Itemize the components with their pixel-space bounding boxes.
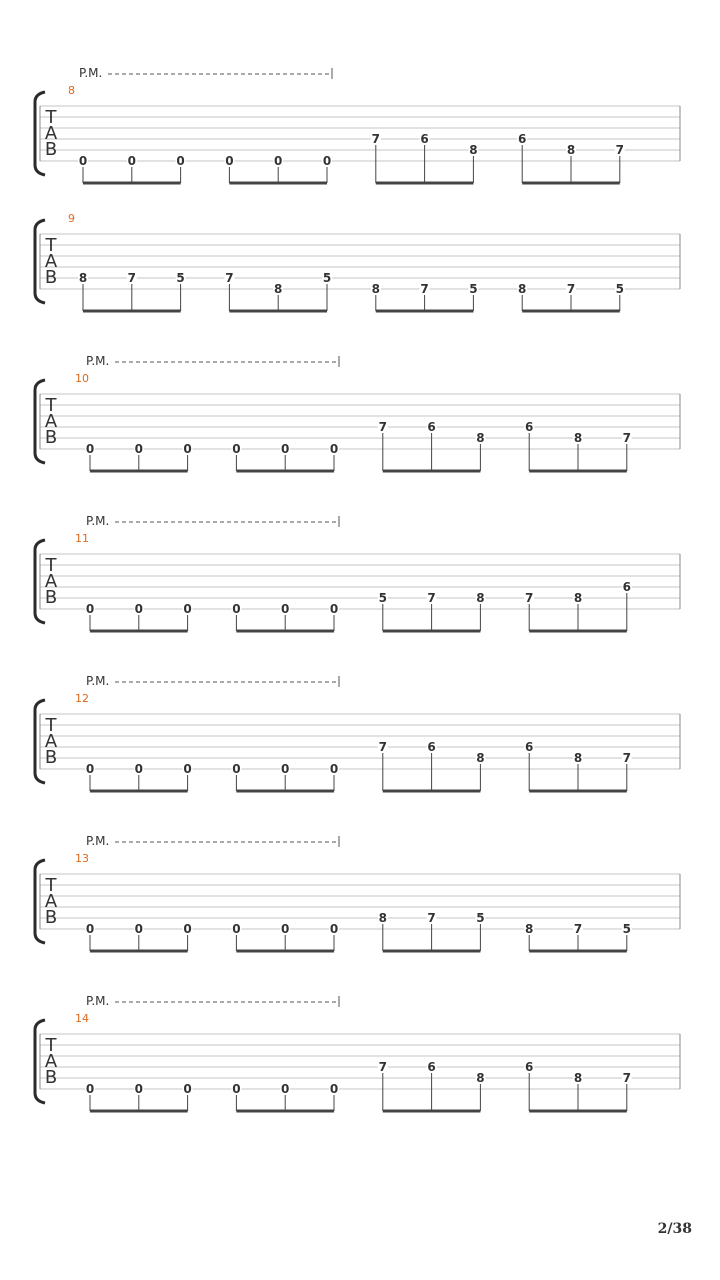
fret-number: 8 [378, 911, 387, 925]
fret-number: 0 [281, 922, 290, 936]
tab-clef-letter: B [44, 587, 58, 608]
fret-number: 7 [573, 922, 583, 936]
fret-number: 7 [615, 143, 624, 157]
tab-clef-letter: B [44, 1067, 58, 1088]
fret-number: 0 [232, 1082, 241, 1096]
fret-number: 0 [183, 602, 192, 616]
palm-mute-label: P.M. [86, 834, 110, 848]
measure-number: 12 [75, 692, 89, 705]
fret-number: 0 [134, 1082, 143, 1096]
measure-number: 9 [68, 212, 75, 225]
fret-number: 0 [85, 1082, 95, 1096]
tab-clef-letter: T [45, 715, 57, 736]
fret-number: 0 [85, 602, 95, 616]
tab-clef-letter: A [44, 123, 58, 144]
fret-number: 8 [525, 922, 534, 936]
fret-number: 5 [322, 271, 332, 285]
fret-number: 5 [615, 282, 624, 296]
fret-number: 8 [573, 751, 583, 765]
tab-clef-letter: A [44, 1051, 58, 1072]
fret-number: 0 [183, 762, 192, 776]
tab-clef-letter: T [45, 107, 57, 128]
fret-number: 8 [476, 591, 485, 605]
fret-number: 0 [274, 154, 283, 168]
fret-number: 0 [329, 762, 339, 776]
fret-number: 8 [573, 591, 583, 605]
tab-clef-letter: A [44, 731, 58, 752]
fret-number: 0 [134, 602, 143, 616]
fret-number: 8 [476, 1071, 485, 1085]
fret-number: 0 [232, 602, 241, 616]
fret-number: 7 [566, 282, 576, 296]
fret-number: 8 [566, 143, 576, 157]
fret-number: 0 [85, 762, 95, 776]
fret-number: 0 [232, 442, 241, 456]
fret-number: 7 [427, 911, 436, 925]
tab-clef-letter: A [44, 411, 58, 432]
fret-number: 7 [378, 740, 387, 754]
fret-number: 5 [469, 282, 478, 296]
fret-number: 0 [127, 154, 136, 168]
fret-number: 8 [371, 282, 380, 296]
palm-mute-label: P.M. [79, 66, 103, 80]
measure-number: 10 [75, 372, 89, 385]
fret-number: 0 [232, 922, 241, 936]
fret-number: 7 [427, 591, 436, 605]
fret-number: 0 [329, 602, 339, 616]
fret-number: 8 [573, 431, 583, 445]
fret-number: 7 [622, 431, 631, 445]
palm-mute-label: P.M. [86, 674, 110, 688]
fret-number: 8 [476, 431, 485, 445]
tab-clef-letter: A [44, 251, 58, 272]
fret-number: 0 [134, 442, 143, 456]
fret-number: 7 [420, 282, 429, 296]
tab-clef-letter: B [44, 267, 58, 288]
fret-number: 5 [176, 271, 185, 285]
fret-number: 0 [183, 922, 192, 936]
fret-number: 6 [427, 420, 436, 434]
tab-clef-letter: A [44, 891, 58, 912]
fret-number: 5 [378, 591, 387, 605]
tab-clef-letter: B [44, 139, 58, 160]
fret-number: 8 [476, 751, 485, 765]
fret-number: 0 [225, 154, 234, 168]
fret-number: 6 [518, 132, 527, 146]
tab-clef-letter: T [45, 235, 57, 256]
fret-number: 6 [622, 580, 631, 594]
fret-number: 6 [427, 1060, 436, 1074]
page-number: 2/38 [657, 1221, 692, 1237]
measure-number: 13 [75, 852, 89, 865]
measure-number: 8 [68, 84, 75, 97]
fret-number: 0 [134, 762, 143, 776]
fret-number: 7 [371, 132, 380, 146]
fret-number: 0 [281, 602, 290, 616]
fret-number: 7 [127, 271, 136, 285]
fret-number: 0 [85, 922, 95, 936]
fret-number: 6 [420, 132, 429, 146]
fret-number: 0 [329, 442, 339, 456]
fret-number: 0 [176, 154, 185, 168]
tab-clef-letter: T [45, 1035, 57, 1056]
fret-number: 8 [469, 143, 478, 157]
fret-number: 0 [85, 442, 95, 456]
fret-number: 8 [78, 271, 88, 285]
tab-clef-letter: B [44, 907, 58, 928]
fret-number: 6 [525, 740, 534, 754]
fret-number: 0 [134, 922, 143, 936]
fret-number: 7 [622, 1071, 631, 1085]
fret-number: 7 [378, 1060, 387, 1074]
fret-number: 6 [525, 1060, 534, 1074]
fret-number: 0 [183, 442, 192, 456]
fret-number: 7 [225, 271, 234, 285]
fret-number: 6 [427, 740, 436, 754]
fret-number: 0 [78, 154, 88, 168]
palm-mute-label: P.M. [86, 994, 110, 1008]
fret-number: 6 [525, 420, 534, 434]
fret-number: 7 [525, 591, 534, 605]
fret-number: 0 [322, 154, 332, 168]
tab-clef-letter: T [45, 395, 57, 416]
fret-number: 0 [281, 1082, 290, 1096]
palm-mute-label: P.M. [86, 354, 110, 368]
fret-number: 0 [232, 762, 241, 776]
fret-number: 0 [281, 442, 290, 456]
fret-number: 5 [476, 911, 485, 925]
fret-number: 0 [183, 1082, 192, 1096]
fret-number: 8 [274, 282, 283, 296]
tab-clef-letter: A [44, 571, 58, 592]
tab-clef-letter: T [45, 555, 57, 576]
measure-number: 14 [75, 1012, 89, 1025]
fret-number: 8 [573, 1071, 583, 1085]
fret-number: 0 [329, 1082, 339, 1096]
tab-clef-letter: B [44, 427, 58, 448]
fret-number: 8 [518, 282, 527, 296]
tab-clef-letter: B [44, 747, 58, 768]
fret-number: 7 [378, 420, 387, 434]
palm-mute-label: P.M. [86, 514, 110, 528]
fret-number: 0 [281, 762, 290, 776]
fret-number: 5 [622, 922, 631, 936]
fret-number: 0 [329, 922, 339, 936]
tab-clef-letter: T [45, 875, 57, 896]
measure-number: 11 [75, 532, 89, 545]
fret-number: 7 [622, 751, 631, 765]
